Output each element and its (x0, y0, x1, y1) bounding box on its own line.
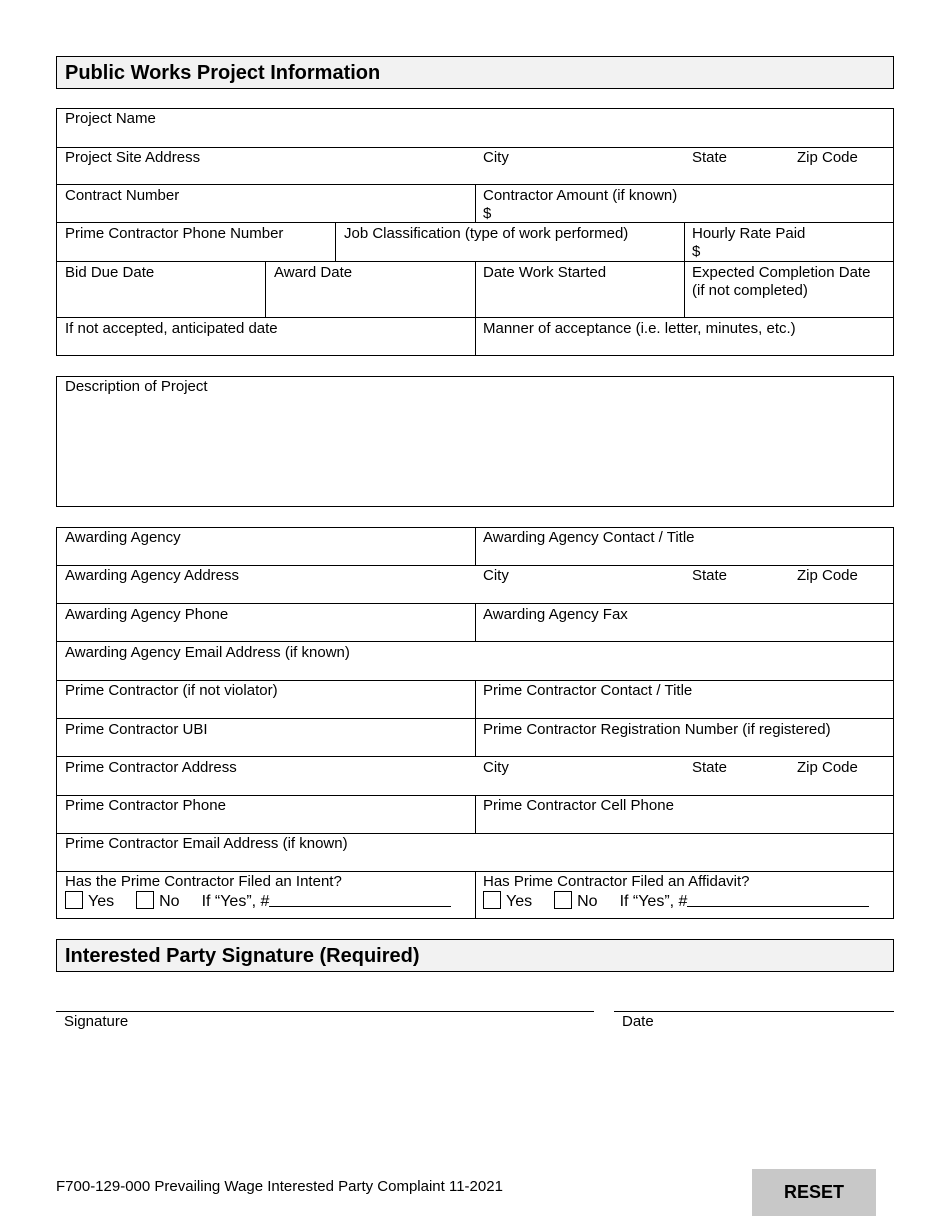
expected-completion-date-field[interactable]: Expected Completion Date (692, 264, 871, 281)
awarding-agency-address-field[interactable]: Awarding Agency Address (65, 567, 240, 584)
intent-yes-label: Yes (88, 893, 115, 910)
section-title-signature: Interested Party Signature (Required) (56, 939, 894, 972)
prime-contractor-ubi-field[interactable]: Prime Contractor UBI (65, 721, 208, 738)
awarding-agency-contact-field[interactable]: Awarding Agency Contact / Title (483, 529, 695, 546)
affidavit-no-checkbox[interactable] (554, 891, 572, 909)
prime-contractor-field[interactable]: Prime Contractor (if not violator) (65, 682, 278, 699)
awarding-agency-fax-field[interactable]: Awarding Agency Fax (483, 606, 628, 623)
affidavit-question: Has Prime Contractor Filed an Affidavit? (483, 873, 750, 890)
hourly-rate-dollar: $ (692, 243, 701, 260)
awarding-agency-phone-field[interactable]: Awarding Agency Phone (65, 606, 229, 623)
awarding-agency-field[interactable]: Awarding Agency (65, 529, 181, 546)
affidavit-options (483, 891, 869, 911)
date-work-started-field[interactable]: Date Work Started (483, 264, 607, 281)
expected-completion-note: (if not completed) (692, 282, 808, 299)
project-site-address-field[interactable]: Project Site Address (65, 149, 201, 166)
description-label: Description of Project (65, 378, 208, 395)
anticipated-date-field[interactable]: If not accepted, anticipated date (65, 320, 278, 337)
intent-number-field[interactable] (269, 893, 451, 907)
intent-question: Has the Prime Contractor Filed an Intent? (65, 873, 342, 890)
contract-number-field[interactable]: Contract Number (65, 187, 180, 204)
affidavit-yes-checkbox[interactable] (483, 891, 501, 909)
project-name-field[interactable]: Project Name (65, 110, 156, 127)
affidavit-yes-label: Yes (506, 893, 533, 910)
date-line[interactable] (614, 1011, 894, 1012)
date-label: Date (622, 1013, 654, 1030)
agency-zip-field[interactable]: Zip Code (797, 567, 858, 584)
bid-due-date-field[interactable]: Bid Due Date (65, 264, 155, 281)
intent-if-yes-label: If “Yes”, # (201, 893, 270, 910)
prime-state-field[interactable]: State (692, 759, 728, 776)
affidavit-no-label: No (577, 893, 598, 910)
prime-contractor-phone-number-field[interactable]: Prime Contractor Phone Number (65, 225, 284, 242)
awarding-agency-email-field[interactable]: Awarding Agency Email Address (if known) (65, 644, 350, 661)
affidavit-if-yes-label: If “Yes”, # (619, 893, 688, 910)
intent-yes-checkbox[interactable] (65, 891, 83, 909)
prime-contractor-phone-field[interactable]: Prime Contractor Phone (65, 797, 226, 814)
job-classification-field[interactable]: Job Classification (type of work performed) (344, 225, 629, 242)
agency-city-field[interactable]: City (483, 567, 509, 584)
prime-contractor-contact-field[interactable]: Prime Contractor Contact / Title (483, 682, 693, 699)
prime-city-field[interactable]: City (483, 759, 509, 776)
project-state-field[interactable]: State (692, 149, 728, 166)
prime-contractor-address-field[interactable]: Prime Contractor Address (65, 759, 237, 776)
contractor-amount-dollar: $ (483, 205, 492, 222)
form-id: F700-129-000 Prevailing Wage Interested Party Complaint 11-2021 (56, 1178, 503, 1195)
award-date-field[interactable]: Award Date (274, 264, 353, 281)
prime-contractor-email-field[interactable]: Prime Contractor Email Address (if known) (65, 835, 348, 852)
agency-state-field[interactable]: State (692, 567, 728, 584)
affidavit-number-field[interactable] (687, 893, 869, 907)
hourly-rate-field[interactable]: Hourly Rate Paid (692, 225, 806, 242)
intent-no-label: No (159, 893, 180, 910)
intent-options (65, 891, 451, 911)
section-title-project-info: Public Works Project Information (56, 56, 894, 89)
manner-of-acceptance-field[interactable]: Manner of acceptance (i.e. letter, minutes, etc.) (483, 320, 796, 337)
prime-contractor-registration-field[interactable]: Prime Contractor Registration Number (if registered) (483, 721, 831, 738)
contractor-amount-field[interactable]: Contractor Amount (if known) (483, 187, 678, 204)
project-city-field[interactable]: City (483, 149, 509, 166)
reset-button[interactable]: RESET (752, 1169, 876, 1216)
prime-zip-field[interactable]: Zip Code (797, 759, 858, 776)
signature-label: Signature (64, 1013, 129, 1030)
intent-no-checkbox[interactable] (136, 891, 154, 909)
signature-line[interactable] (56, 1011, 594, 1012)
project-zip-field[interactable]: Zip Code (797, 149, 858, 166)
prime-contractor-cell-field[interactable]: Prime Contractor Cell Phone (483, 797, 674, 814)
